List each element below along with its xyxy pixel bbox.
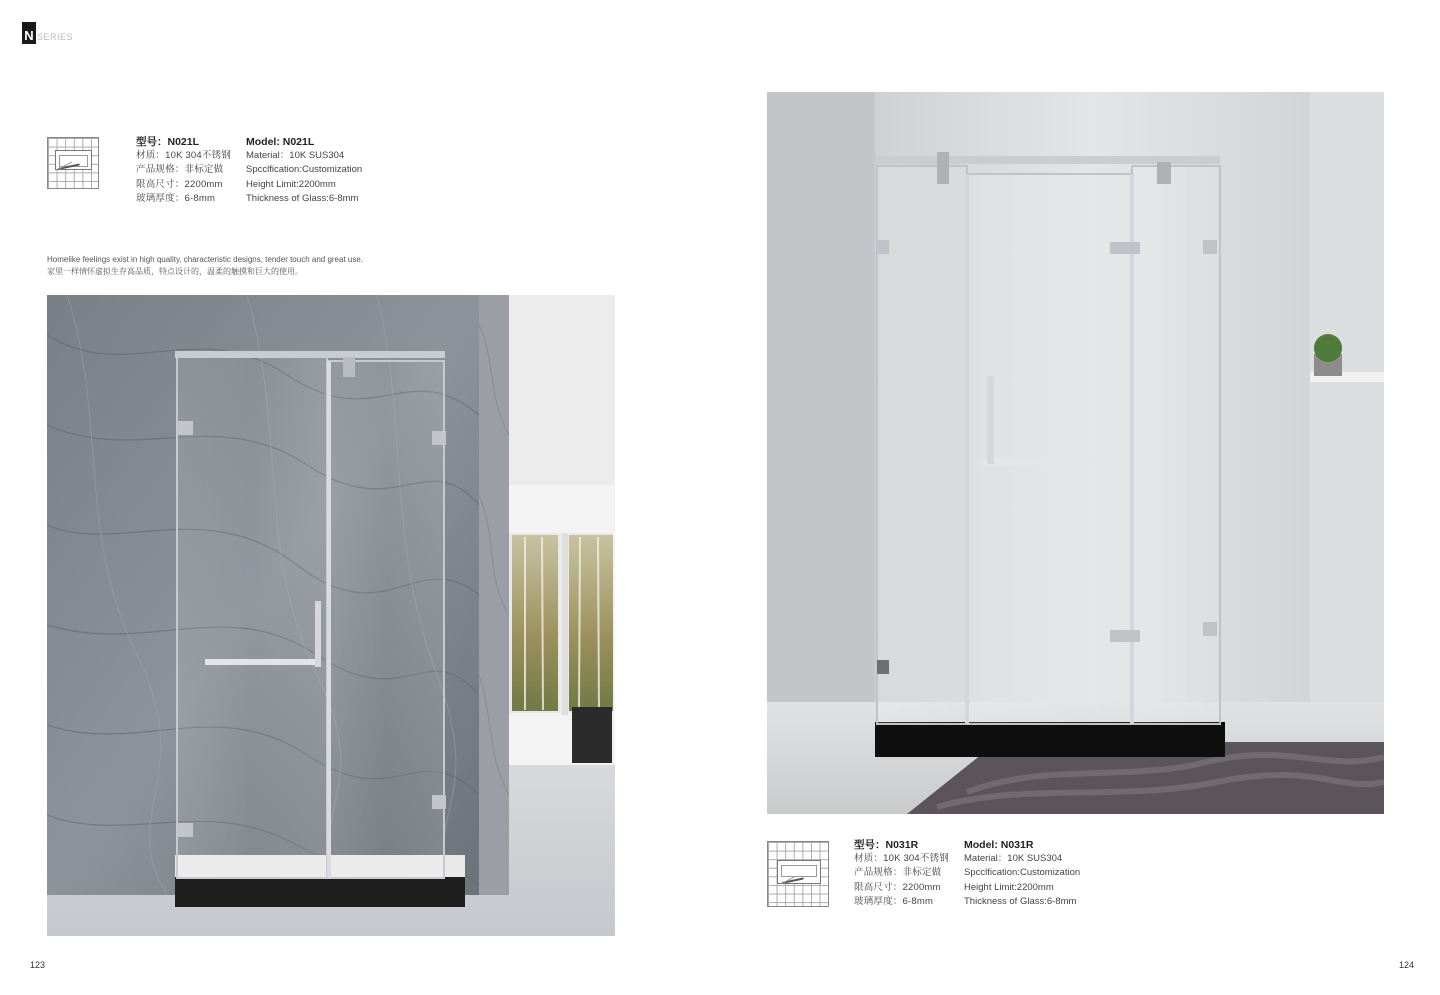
glass-en: Thickness of Glass:6-8mm (964, 895, 1077, 907)
spec-chinese (854, 838, 964, 909)
tagline-en: Homelike feelings exist in high quality, characteristic designs, tender touch and great use. (47, 255, 364, 264)
glass-en: Thickness of Glass:6-8mm (246, 192, 359, 204)
model-en: Model: N031R (964, 839, 1034, 851)
spec-english (246, 135, 406, 206)
floor-plan-icon (767, 841, 829, 907)
spec-chinese (136, 135, 246, 206)
product-photo-n031r (767, 92, 1384, 814)
glass-cn: 玻璃厚度：6-8mm (136, 192, 216, 204)
page-number-left: 123 (30, 960, 46, 970)
material-en: Material：10K SUS304 (964, 853, 1063, 865)
height-en: Height Limit:2200mm (246, 178, 336, 190)
spec-en: Spcclfication:Customization (964, 867, 1081, 879)
series-letter: N (22, 22, 36, 44)
spec-cn: 产品规格：非标定做 (854, 867, 942, 879)
spec-en: Spcclfication:Customization (246, 164, 363, 176)
series-word: SERIES (37, 32, 74, 42)
spec-cn: 产品规格：非标定做 (136, 164, 224, 176)
material-cn: 材质：10K 304不锈钢 (136, 150, 231, 162)
height-cn: 限高尺寸：2200mm (136, 178, 223, 190)
product-photo-n021l (47, 295, 615, 936)
model-en: Model: N021L (246, 136, 315, 148)
page-number-right: 124 (1399, 960, 1415, 970)
series-tag (22, 22, 73, 44)
material-cn: 材质：10K 304不锈钢 (854, 853, 949, 865)
tagline (47, 254, 363, 278)
tagline-cn: 家里一样情怀虚拟生存高品质，特点设计的，温柔的触摸和巨大的使用。 (47, 267, 303, 276)
floor-plan-icon (47, 137, 99, 189)
product-spec-n021l (47, 135, 406, 206)
model-cn: 型号：N031R (854, 839, 919, 851)
material-en: Material：10K SUS304 (246, 150, 345, 162)
height-en: Height Limit:2200mm (964, 881, 1054, 893)
spec-english (964, 838, 1124, 909)
model-cn: 型号：N021L (136, 136, 200, 148)
height-cn: 限高尺寸：2200mm (854, 881, 941, 893)
product-spec-n031r (767, 838, 1124, 909)
glass-cn: 玻璃厚度：6-8mm (854, 895, 934, 907)
